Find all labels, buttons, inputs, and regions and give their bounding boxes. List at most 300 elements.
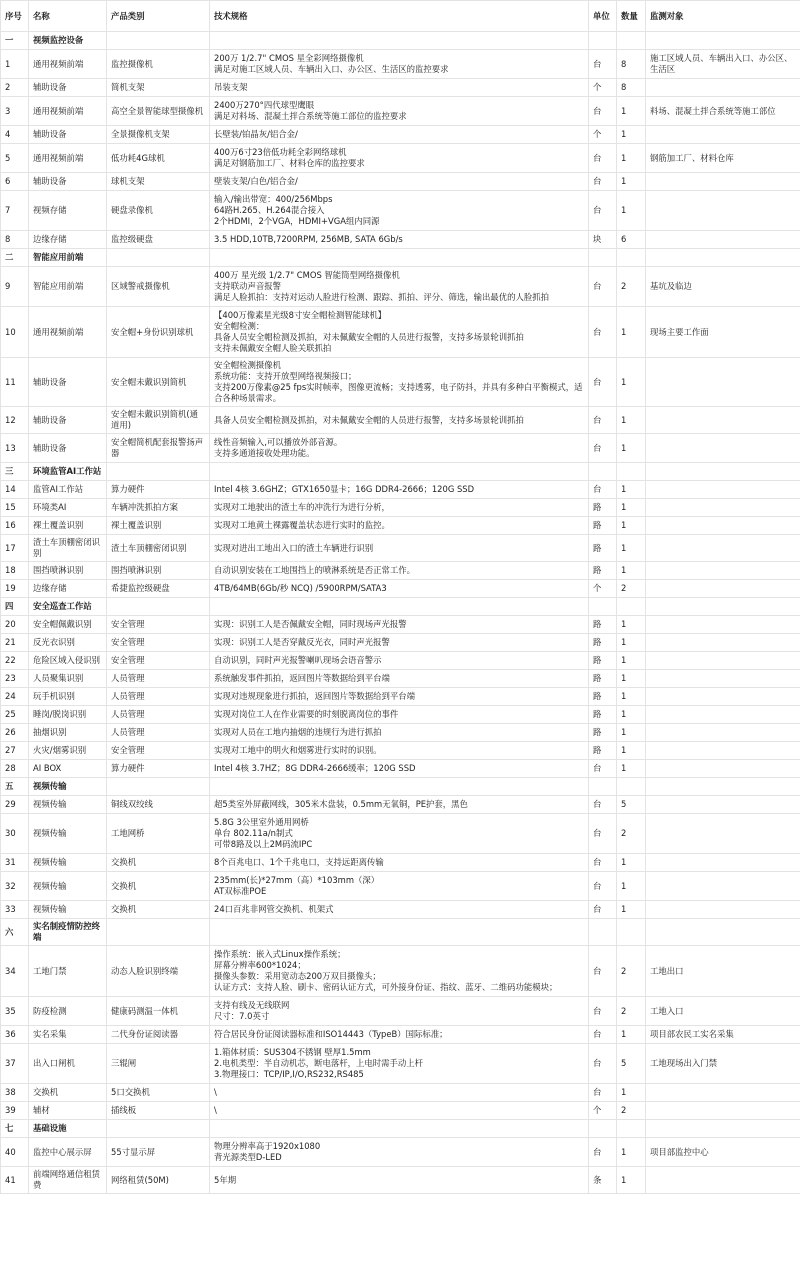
cell-qty: 1 [617,307,646,358]
cell-name: 监控中心展示屏 [29,1138,107,1167]
header-row [1,1,800,32]
table-row [1,1044,800,1084]
cell-unit: 台 [589,1026,617,1044]
section-title: 安全巡查工作站 [29,598,107,616]
cell-name: 监管AI工作站 [29,481,107,499]
table-row [1,1102,800,1120]
cell-spec: 2400万270°四代球型鹰眼 满足对料场、混凝土拌合系统等施工部位的监控要求 [210,97,589,126]
section-empty-cell [210,463,589,481]
cell-no: 23 [1,670,29,688]
cell-qty: 1 [617,358,646,407]
cell-unit: 路 [589,688,617,706]
cell-category: 区域警戒摄像机 [107,267,210,307]
cell-target: 工地现场出入门禁 [646,1044,800,1084]
cell-unit: 台 [589,854,617,872]
cell-target [646,652,800,670]
cell-spec: 超5类室外屏蔽网线，305米木盘装，0.5mm无氧铜，PE护套，黑色 [210,796,589,814]
cell-unit: 台 [589,434,617,463]
cell-category: 球机支架 [107,173,210,191]
cell-name: 玩手机识别 [29,688,107,706]
section-row [1,249,800,267]
cell-category: 人员管理 [107,670,210,688]
section-title: 环境监管AI工作站 [29,463,107,481]
cell-spec: 400万 星光级 1/2.7" CMOS 智能筒型网络摄像机 支持联动声音报警 满足人脸抓拍：支持对运动人脸进行检测、跟踪、抓拍、评分、筛选，输出最优的人脸抓拍 [210,267,589,307]
cell-category: 简机支架 [107,79,210,97]
cell-spec: 实现对进出工地出入口的渣土车辆进行识别 [210,535,589,562]
cell-unit: 台 [589,144,617,173]
cell-target [646,358,800,407]
cell-no: 33 [1,901,29,919]
cell-no: 2 [1,79,29,97]
cell-category: 安全管理 [107,634,210,652]
section-empty-cell [646,32,800,50]
cell-target: 施工区域人员、车辆出入口、办公区、生活区 [646,50,800,79]
cell-category: 监控摄像机 [107,50,210,79]
cell-spec: 壁装支架/白色/铝合金/ [210,173,589,191]
cell-spec: 5年期 [210,1167,589,1194]
section-empty-cell [617,778,646,796]
section-empty-cell [617,463,646,481]
section-empty-cell [589,919,617,946]
cell-category: 二代身份证阅读器 [107,1026,210,1044]
cell-no: 13 [1,434,29,463]
cell-unit: 路 [589,652,617,670]
cell-qty: 1 [617,97,646,126]
table-row [1,1138,800,1167]
cell-category: 安全管理 [107,742,210,760]
section-empty-cell [617,919,646,946]
cell-unit: 台 [589,1084,617,1102]
cell-target [646,901,800,919]
cell-qty: 1 [617,434,646,463]
cell-unit: 路 [589,499,617,517]
table-row [1,854,800,872]
cell-no: 16 [1,517,29,535]
table-row [1,688,800,706]
cell-name: 安全帽佩戴识别 [29,616,107,634]
cell-qty: 1 [617,706,646,724]
cell-target [646,1167,800,1194]
cell-no: 15 [1,499,29,517]
section-empty-cell [107,1120,210,1138]
cell-qty: 1 [617,191,646,231]
cell-no: 18 [1,562,29,580]
cell-category: 硬盘录像机 [107,191,210,231]
cell-spec: 实现对岗位工人在作业需要的时刻脱离岗位的事件 [210,706,589,724]
cell-category: 人员管理 [107,706,210,724]
cell-category: 交换机 [107,854,210,872]
cell-target [646,481,800,499]
cell-no: 10 [1,307,29,358]
cell-no: 38 [1,1084,29,1102]
cell-qty: 1 [617,760,646,778]
cell-qty: 1 [617,1084,646,1102]
section-row [1,32,800,50]
cell-no: 21 [1,634,29,652]
cell-qty: 1 [617,688,646,706]
cell-category: 安全帽未戴识别简机 [107,358,210,407]
table-row [1,231,800,249]
cell-target [646,1102,800,1120]
table-row [1,562,800,580]
table-row [1,901,800,919]
cell-target: 工地入口 [646,997,800,1026]
cell-spec: 400万6寸23倍低功耗全彩网络球机 满足对钢筋加工厂、材料仓库的监控要求 [210,144,589,173]
section-empty-cell [589,778,617,796]
cell-target [646,191,800,231]
cell-unit: 路 [589,562,617,580]
cell-name: 防疫检测 [29,997,107,1026]
cell-spec: 实现对工地驶出的渣土车的冲洗行为进行分析， [210,499,589,517]
cell-target [646,499,800,517]
section-number: 一 [1,32,29,50]
cell-target [646,796,800,814]
cell-category: 渣土车顶棚密闭识别 [107,535,210,562]
cell-name: 边缘存储 [29,580,107,598]
cell-name: 实名采集 [29,1026,107,1044]
cell-name: 边缘存储 [29,231,107,249]
cell-name: 裸土覆盖识别 [29,517,107,535]
cell-name: 渣土车顶棚密闭识别 [29,535,107,562]
cell-unit: 台 [589,481,617,499]
cell-qty: 1 [617,517,646,535]
section-row [1,1120,800,1138]
cell-target [646,872,800,901]
cell-category: 高空全景智能球型摄像机 [107,97,210,126]
cell-spec: 长壁装/铂晶灰/铝合金/ [210,126,589,144]
cell-category: 交换机 [107,901,210,919]
cell-category: 算力硬件 [107,481,210,499]
cell-target [646,616,800,634]
cell-target [646,517,800,535]
cell-unit: 台 [589,358,617,407]
cell-qty: 2 [617,580,646,598]
cell-unit: 台 [589,1138,617,1167]
cell-spec: 实现：识别工人是否穿戴反光衣，同时声光报警 [210,634,589,652]
cell-category: 人员管理 [107,688,210,706]
cell-no: 14 [1,481,29,499]
cell-unit: 台 [589,191,617,231]
cell-unit: 台 [589,814,617,854]
cell-target [646,407,800,434]
cell-name: 辅助设备 [29,173,107,191]
table-row [1,760,800,778]
table-row [1,814,800,854]
cell-qty: 1 [617,724,646,742]
table-row [1,191,800,231]
section-number: 六 [1,919,29,946]
section-number: 四 [1,598,29,616]
cell-target: 料场、混凝土拌合系统等施工部位 [646,97,800,126]
cell-unit: 路 [589,706,617,724]
cell-name: 危险区域入侵识别 [29,652,107,670]
cell-target [646,706,800,724]
cell-qty: 1 [617,481,646,499]
cell-category: 铜线双绞线 [107,796,210,814]
cell-name: 通用视频前端 [29,50,107,79]
cell-spec: 200万 1/2.7" CMOS 星全彩网络摄像机 满足对施工区域人员、车辆出入口、办公区、生活区的监控要求 [210,50,589,79]
table-row [1,1026,800,1044]
table-row [1,267,800,307]
cell-unit: 台 [589,872,617,901]
section-empty-cell [589,32,617,50]
cell-qty: 1 [617,901,646,919]
cell-no: 32 [1,872,29,901]
cell-name: 视频存储 [29,191,107,231]
cell-name: 辅助设备 [29,407,107,434]
cell-category: 55寸显示屏 [107,1138,210,1167]
section-empty-cell [210,249,589,267]
cell-category: 算力硬件 [107,760,210,778]
cell-no: 7 [1,191,29,231]
cell-qty: 1 [617,126,646,144]
cell-category: 全景摄像机支架 [107,126,210,144]
cell-target [646,79,800,97]
cell-spec: 实现对工地中的明火和烟雾进行实时的识别。 [210,742,589,760]
cell-no: 3 [1,97,29,126]
cell-category: 希捷监控级硬盘 [107,580,210,598]
cell-unit: 个 [589,126,617,144]
cell-name: 辅助设备 [29,358,107,407]
cell-spec: 5.8G 3公里室外通用网桥 单台 802.11a/n制式 可带8路及以上2M码流IPC [210,814,589,854]
section-title: 基础设施 [29,1120,107,1138]
cell-target: 基坑及临边 [646,267,800,307]
table-row [1,481,800,499]
cell-spec: 3.5 HDD,10TB,7200RPM, 256MB, SATA 6Gb/s [210,231,589,249]
table-body [1,32,800,1194]
section-empty-cell [646,463,800,481]
cell-spec: 支持有线及无线联网 尺寸：7.0英寸 [210,997,589,1026]
table-row [1,724,800,742]
cell-spec: 【400万像素星光级8寸安全帽检测智能球机】 安全帽检测： 具备人员安全帽检测及抓拍，对未佩戴安全帽的人员进行报警，支持多场景轮训抓拍 支持未佩戴安全帽人脸关联抓拍 [210,307,589,358]
cell-no: 26 [1,724,29,742]
cell-no: 17 [1,535,29,562]
cell-target [646,535,800,562]
cell-no: 8 [1,231,29,249]
col-header-spec: 技术规格 [210,1,589,32]
cell-category: 三辊闸 [107,1044,210,1084]
cell-spec: 线性音频输入,可以播放外部音源。 支持多通道接收处理功能。 [210,434,589,463]
cell-target [646,126,800,144]
cell-no: 6 [1,173,29,191]
cell-no: 19 [1,580,29,598]
section-number: 三 [1,463,29,481]
cell-category: 工地网桥 [107,814,210,854]
cell-no: 4 [1,126,29,144]
col-header-target: 监测对象 [646,1,800,32]
section-empty-cell [617,249,646,267]
section-title: 视频传输 [29,778,107,796]
section-empty-cell [107,463,210,481]
cell-category: 裸土覆盖识别 [107,517,210,535]
cell-target [646,854,800,872]
section-empty-cell [617,1120,646,1138]
col-header-qty: 数量 [617,1,646,32]
cell-unit: 台 [589,307,617,358]
cell-spec: 实现对人员在工地内抽烟的违规行为进行抓拍 [210,724,589,742]
cell-qty: 2 [617,1102,646,1120]
cell-no: 27 [1,742,29,760]
cell-no: 28 [1,760,29,778]
table-row [1,652,800,670]
cell-category: 人员管理 [107,724,210,742]
cell-qty: 1 [617,144,646,173]
cell-spec: 安全帽检测摄像机 系统功能：支持开放型网络视频接口； 支持200万像素@25 fps实时帧率，图像更流畅；支持透雾，电子防抖，并具有多种白平衡模式，适合各种场景需求。 [210,358,589,407]
cell-no: 30 [1,814,29,854]
cell-qty: 1 [617,652,646,670]
cell-unit: 台 [589,1044,617,1084]
table-row [1,670,800,688]
cell-spec: 实现对工地黄土裸露覆盖状态进行实时的监控。 [210,517,589,535]
cell-qty: 1 [617,742,646,760]
cell-spec: 自动识别安装在工地围挡上的喷淋系统是否正常工作。 [210,562,589,580]
cell-unit: 条 [589,1167,617,1194]
cell-target [646,688,800,706]
cell-no: 22 [1,652,29,670]
cell-name: 通用视频前端 [29,144,107,173]
table-row [1,946,800,997]
cell-target [646,1084,800,1102]
cell-name: 视频传输 [29,901,107,919]
cell-no: 40 [1,1138,29,1167]
cell-unit: 台 [589,901,617,919]
cell-category: 安全帽未戴识别简机(通道用) [107,407,210,434]
cell-unit: 个 [589,1102,617,1120]
section-empty-cell [210,778,589,796]
section-row [1,778,800,796]
cell-target: 项目部农民工实名采集 [646,1026,800,1044]
cell-no: 37 [1,1044,29,1084]
cell-qty: 6 [617,231,646,249]
cell-name: 视频传输 [29,814,107,854]
cell-name: 反光衣识别 [29,634,107,652]
cell-name: 辅材 [29,1102,107,1120]
cell-target [646,670,800,688]
table-row [1,517,800,535]
section-empty-cell [107,778,210,796]
cell-target: 项目部监控中心 [646,1138,800,1167]
col-header-category: 产品类别 [107,1,210,32]
table-row [1,358,800,407]
table-row [1,997,800,1026]
cell-target: 工地出口 [646,946,800,997]
cell-unit: 路 [589,724,617,742]
cell-unit: 台 [589,997,617,1026]
cell-unit: 台 [589,407,617,434]
cell-spec: 符合居民身份证阅读器标准和ISO14443（TypeB）国际标准； [210,1026,589,1044]
cell-no: 29 [1,796,29,814]
cell-qty: 5 [617,796,646,814]
section-empty-cell [646,778,800,796]
cell-category: 健康码测温一体机 [107,997,210,1026]
table-row [1,434,800,463]
col-header-no: 序号 [1,1,29,32]
cell-spec: 235mm(长)*27mm（高）*103mm（深） AT双标准POE [210,872,589,901]
cell-qty: 8 [617,50,646,79]
table-row [1,50,800,79]
cell-qty: 1 [617,535,646,562]
section-empty-cell [210,1120,589,1138]
cell-name: 睡岗/脱岗识别 [29,706,107,724]
cell-no: 31 [1,854,29,872]
cell-no: 9 [1,267,29,307]
cell-no: 11 [1,358,29,407]
cell-no: 25 [1,706,29,724]
cell-target: 现场主要工作面 [646,307,800,358]
section-row [1,598,800,616]
cell-category: 围挡喷淋识别 [107,562,210,580]
section-title: 智能应用前端 [29,249,107,267]
cell-spec: 吊装支架 [210,79,589,97]
cell-name: 辅助设备 [29,79,107,97]
cell-qty: 1 [617,562,646,580]
cell-qty: 8 [617,79,646,97]
cell-qty: 2 [617,946,646,997]
cell-no: 41 [1,1167,29,1194]
cell-unit: 路 [589,517,617,535]
section-number: 五 [1,778,29,796]
section-empty-cell [646,919,800,946]
cell-qty: 2 [617,997,646,1026]
cell-name: 交换机 [29,1084,107,1102]
cell-spec: 输入/输出带宽：400/256Mbps 64路H.265、H.264混合接入 2个HDMI，2个VGA，HDMI+VGA组内同源 [210,191,589,231]
table-row [1,126,800,144]
cell-name: 出入口闸机 [29,1044,107,1084]
cell-name: 视频传输 [29,854,107,872]
cell-unit: 路 [589,616,617,634]
cell-spec: Intel 4核 3.7HZ；8G DDR4-2666缓率；120G SSD [210,760,589,778]
cell-qty: 5 [617,1044,646,1084]
cell-spec: 实现对违规现象进行抓拍，返回图片等数据给到平台端 [210,688,589,706]
section-empty-cell [589,598,617,616]
section-empty-cell [589,463,617,481]
cell-category: 网络租赁(50M) [107,1167,210,1194]
cell-spec: 1.箱体材质：SUS304不锈钢 壁厚1.5mm 2.电机类型：半自动机芯，断电落杆，上电时需手动上杆 3.物理接口：TCP/IP,I/O,RS232,RS485 [210,1044,589,1084]
cell-target [646,814,800,854]
table-row [1,173,800,191]
cell-qty: 1 [617,499,646,517]
col-header-unit: 单位 [589,1,617,32]
cell-target [646,724,800,742]
cell-unit: 台 [589,97,617,126]
section-row [1,919,800,946]
cell-unit: 台 [589,946,617,997]
cell-qty: 1 [617,872,646,901]
cell-name: 通用视频前端 [29,97,107,126]
section-title: 视频监控设备 [29,32,107,50]
cell-spec: 具备人员安全帽检测及抓拍，对未佩戴安全帽的人员进行报警，支持多场景轮训抓拍 [210,407,589,434]
col-header-name: 名称 [29,1,107,32]
section-empty-cell [617,32,646,50]
cell-qty: 1 [617,1026,646,1044]
cell-category: 插线板 [107,1102,210,1120]
cell-unit: 个 [589,79,617,97]
cell-name: 通用视频前端 [29,307,107,358]
cell-spec: 8个百兆电口、1个千兆电口，支持远距离传输 [210,854,589,872]
cell-target [646,760,800,778]
cell-name: 人员聚集识别 [29,670,107,688]
table-row [1,79,800,97]
section-empty-cell [210,919,589,946]
table-row [1,634,800,652]
table-row [1,1084,800,1102]
table-row [1,616,800,634]
cell-name: 工地门禁 [29,946,107,997]
cell-no: 39 [1,1102,29,1120]
cell-target [646,742,800,760]
cell-no: 20 [1,616,29,634]
cell-unit: 路 [589,535,617,562]
